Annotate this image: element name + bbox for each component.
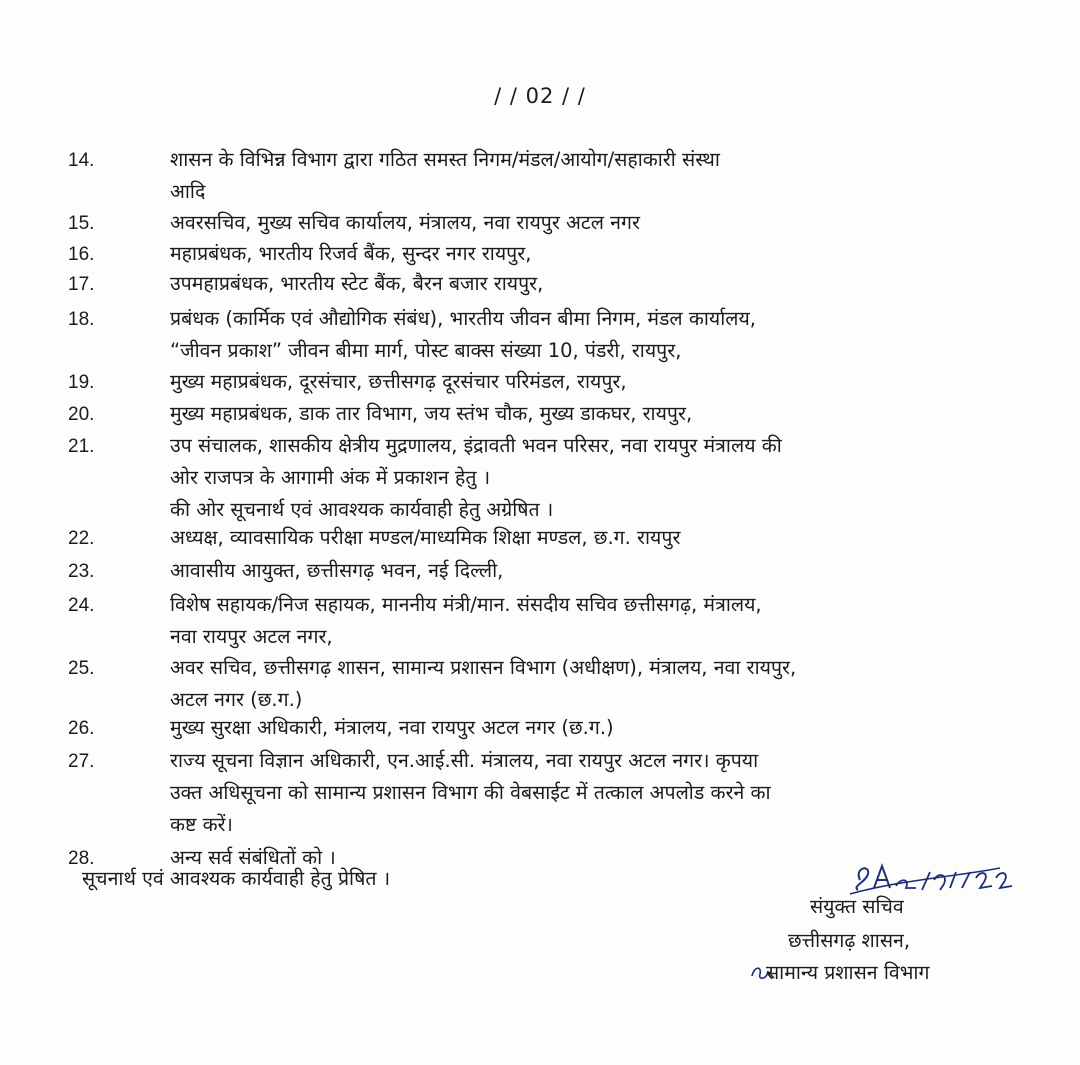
signature-block bbox=[740, 850, 1060, 990]
list-item-line: कष्ट करें। bbox=[170, 813, 233, 836]
signatory-department: सामान्य प्रशासन विभाग bbox=[766, 961, 930, 984]
list-item-line: उपमहाप्रबंधक, भारतीय स्टेट बैंक, बैरन बजार रायपुर, bbox=[170, 272, 544, 295]
list-item-line: ओर राजपत्र के आगामी अंक में प्रकाशन हेतु । bbox=[170, 466, 491, 489]
list-item-line: शासन के विभिन्न विभाग द्वारा गठित समस्त निगम/मंडल/आयोग/सहाकारी संस्था bbox=[170, 148, 720, 171]
signatory-designation: संयुक्त सचिव bbox=[810, 895, 904, 918]
signatory-government: छत्तीसगढ़ शासन, bbox=[788, 929, 911, 952]
list-item-number: 21. bbox=[68, 436, 95, 457]
list-item-number: 22. bbox=[68, 528, 95, 549]
list-item-line: अन्य सर्व संबंधितों को । bbox=[170, 846, 336, 869]
list-item-number: 25. bbox=[68, 658, 95, 679]
list-item-number: 16. bbox=[68, 244, 95, 265]
list-item-number: 14. bbox=[68, 150, 95, 171]
list-item-line: अवर सचिव, छत्तीसगढ़ शासन, सामान्य प्रशासन विभाग (अधीक्षण), मंत्रालय, नवा रायपुर, bbox=[170, 656, 797, 679]
list-item-number: 20. bbox=[68, 404, 95, 425]
list-item-line: मुख्य महाप्रबंधक, दूरसंचार, छत्तीसगढ़ दूरसंचार परिमंडल, रायपुर, bbox=[170, 370, 627, 393]
list-item-number: 24. bbox=[68, 595, 95, 616]
list-item-line: महाप्रबंधक, भारतीय रिजर्व बैंक, सुन्दर नगर रायपुर, bbox=[170, 242, 532, 265]
list-item-number: 28. bbox=[68, 848, 95, 869]
list-item-number: 18. bbox=[68, 309, 95, 330]
list-item-line: “जीवन प्रकाश” जीवन बीमा मार्ग, पोस्ट बाक्स संख्या 10, पंडरी, रायपुर, bbox=[170, 339, 682, 362]
list-item-line: नवा रायपुर अटल नगर, bbox=[170, 625, 333, 648]
list-item-line: आदि bbox=[170, 180, 206, 203]
list-item-line: मुख्य सुरक्षा अधिकारी, मंत्रालय, नवा रायपुर अटल नगर (छ.ग.) bbox=[170, 716, 614, 739]
list-item-line: उक्त अधिसूचना को सामान्य प्रशासन विभाग की वेबसाईट में तत्काल अपलोड करने का bbox=[170, 781, 771, 804]
list-item-number: 27. bbox=[68, 751, 95, 772]
list-item-line: की ओर सूचनार्थ एवं आवश्यक कार्यवाही हेतु अग्रेषित । bbox=[170, 498, 554, 521]
list-item-line: अटल नगर (छ.ग.) bbox=[170, 688, 303, 711]
list-item-line: मुख्य महाप्रबंधक, डाक तार विभाग, जय स्तंभ चौक, मुख्य डाकघर, रायपुर, bbox=[170, 402, 693, 425]
list-item-number: 26. bbox=[68, 718, 95, 739]
list-item-number: 23. bbox=[68, 561, 95, 582]
list-item-line: अवरसचिव, मुख्य सचिव कार्यालय, मंत्रालय, नवा रायपुर अटल नगर bbox=[170, 211, 640, 234]
list-item-number: 17. bbox=[68, 274, 95, 295]
list-item-line: उप संचालक, शासकीय क्षेत्रीय मुद्रणालय, इंद्रावती भवन परिसर, नवा रायपुर मंत्रालय की bbox=[170, 434, 782, 457]
list-item-line: आवासीय आयुक्त, छत्तीसगढ़ भवन, नई दिल्ली, bbox=[170, 559, 504, 582]
list-item-line: प्रबंधक (कार्मिक एवं औद्योगिक संबंध), भारतीय जीवन बीमा निगम, मंडल कार्यालय, bbox=[170, 307, 756, 330]
list-item-number: 19. bbox=[68, 372, 95, 393]
list-item-number: 15. bbox=[68, 213, 95, 234]
page-number: / / 02 / / bbox=[494, 84, 586, 108]
list-item-line: राज्य सूचना विज्ञान अधिकारी, एन.आई.सी. मंत्रालय, नवा रायपुर अटल नगर। कृपया bbox=[170, 749, 759, 772]
closing-line: सूचनार्थ एवं आवश्यक कार्यवाही हेतु प्रेषित । bbox=[82, 867, 391, 890]
list-item-line: अध्यक्ष, व्यावसायिक परीक्षा मण्डल/माध्यमिक शिक्षा मण्डल, छ.ग. रायपुर bbox=[170, 526, 681, 549]
list-item-line: विशेष सहायक/निज सहायक, माननीय मंत्री/मान. संसदीय सचिव छत्तीसगढ़, मंत्रालय, bbox=[170, 593, 762, 616]
